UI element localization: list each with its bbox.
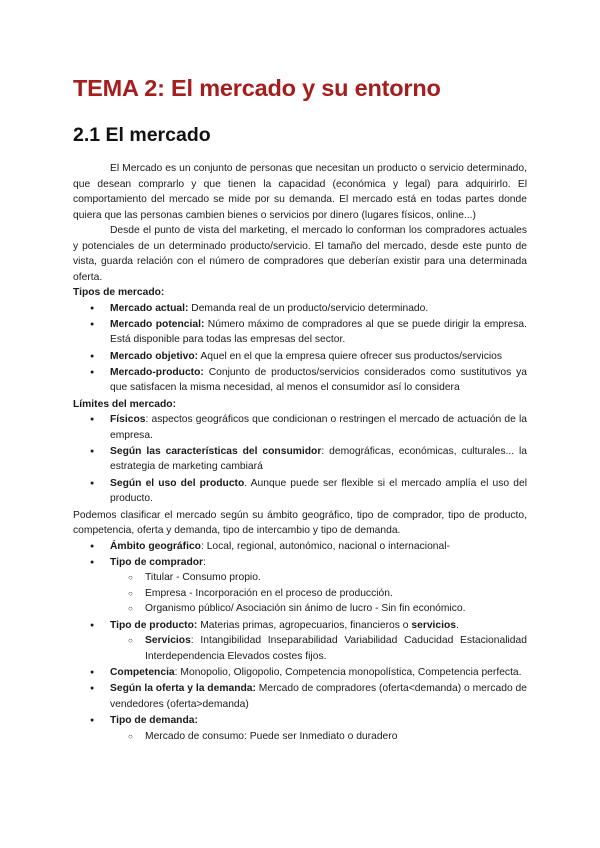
sublist-item: ○ Organismo público/ Asociación sin ánimo de lucro - Sin fin económico. <box>73 601 527 617</box>
list-item: ● Según el uso del producto. Aunque puede ser flexible si el mercado amplía el uso del producto. <box>73 476 527 507</box>
tipos-heading: Tipos de mercado: <box>73 287 165 298</box>
list-item-demanda: ● Tipo de demanda: ○ Mercado de consumo: Puede ser Inmediato o duradero <box>73 713 527 744</box>
list-item: ● Mercado potencial: Número máximo de compradores al que se puede dirigir la empresa. Está disponible para todas las empresas del sector. <box>73 317 527 348</box>
section-heading: 2.1 El mercado <box>73 124 211 146</box>
list-item: ● Físicos: aspectos geográficos que condicionan o restringen el mercado de actuación de la empresa. <box>73 412 527 443</box>
comprador-sublist <box>110 570 527 617</box>
intro-paragraph-1: El Mercado es un conjunto de personas que necesitan un producto o servicio determinado, que desean comprarlo y que tienen la capacidad (económica y legal) para adquirirlo. El comportamiento del mercado se mide por su demanda. El mercado está en todas partes donde quiera que las personas cambien bienes o servicios por dinero (lugares físicos, online...) <box>73 163 527 221</box>
sublist-item: ○ Empresa - Incorporación en el proceso de producción. <box>73 586 527 602</box>
sublist-item: ○ Titular - Consumo propio. <box>73 570 527 586</box>
list-item: ● Según las características del consumidor: demográficas, económicas, culturales... la estrategia de marketing cambiará <box>73 444 527 475</box>
document-content <box>73 70 527 745</box>
sublist-item: ○ Servicios: Intangibilidad Inseparabilidad Variabilidad Caducidad Estacionalidad Interdependencia Elevados costes fijos. <box>73 633 527 664</box>
list-item-producto: ● Tipo de producto: Materias primas, agropecuarios, financieros o servicios. ○ Servicios: Intangibilidad Inseparabilidad Variabilidad Caducidad Estacionalidad Interdependencia Elevados costes fijos. <box>73 618 527 665</box>
document-title: TEMA 2: El mercado y su entorno <box>73 75 441 101</box>
intro-paragraph-2: Desde el punto de vista del marketing, el mercado lo conforman los compradores actuales y potenciales de un determinado producto/servicio. El tamaño del mercado, desde este punto de vista, guarda relación con el número de compradores que deberían existir para una determinada oferta. <box>73 225 527 283</box>
list-item: ● Mercado-producto: Conjunto de productos/servicios considerados como sustitutivos ya que satisfacen la misma necesidad, al menos el consumidor así lo considera <box>73 365 527 396</box>
list-item-competencia: ● Competencia: Monopolio, Oligopolio, Competencia monopolística, Competencia perfecta. <box>73 665 527 681</box>
list-item: ● Mercado objetivo: Aquel en el que la empresa quiere ofrecer sus productos/servicios <box>73 349 527 365</box>
tipos-list <box>73 301 527 396</box>
list-item-ambito: ● Ámbito geográfico: Local, regional, autonómico, nacional o internacional- <box>73 539 527 555</box>
producto-sublist <box>110 633 527 664</box>
list-item: ● Mercado actual: Demanda real de un producto/servicio determinado. <box>73 301 527 317</box>
demanda-sublist <box>110 729 527 745</box>
clasificacion-list <box>73 539 527 744</box>
limites-list <box>73 412 527 507</box>
clasificar-paragraph: Podemos clasificar el mercado según su ámbito geográfico, tipo de comprador, tipo de producto, competencia, oferta y demanda, tipo de intercambio y tipo de demanda. <box>73 509 527 537</box>
sublist-item: ○ Mercado de consumo: Puede ser Inmediato o duradero <box>73 729 527 745</box>
limites-heading: Límites del mercado: <box>73 398 176 410</box>
list-item-oferta: ● Según la oferta y la demanda: Mercado de compradores (oferta<demanda) o mercado de vendedores (oferta>demanda) <box>73 681 527 712</box>
list-item-comprador: ● Tipo de comprador: ○ Titular - Consumo propio. ○ Empresa - Incorporación en el proceso de producción. ○ Organismo público/ Asociación sin ánimo de lucro - Sin fin económico. <box>73 555 527 617</box>
